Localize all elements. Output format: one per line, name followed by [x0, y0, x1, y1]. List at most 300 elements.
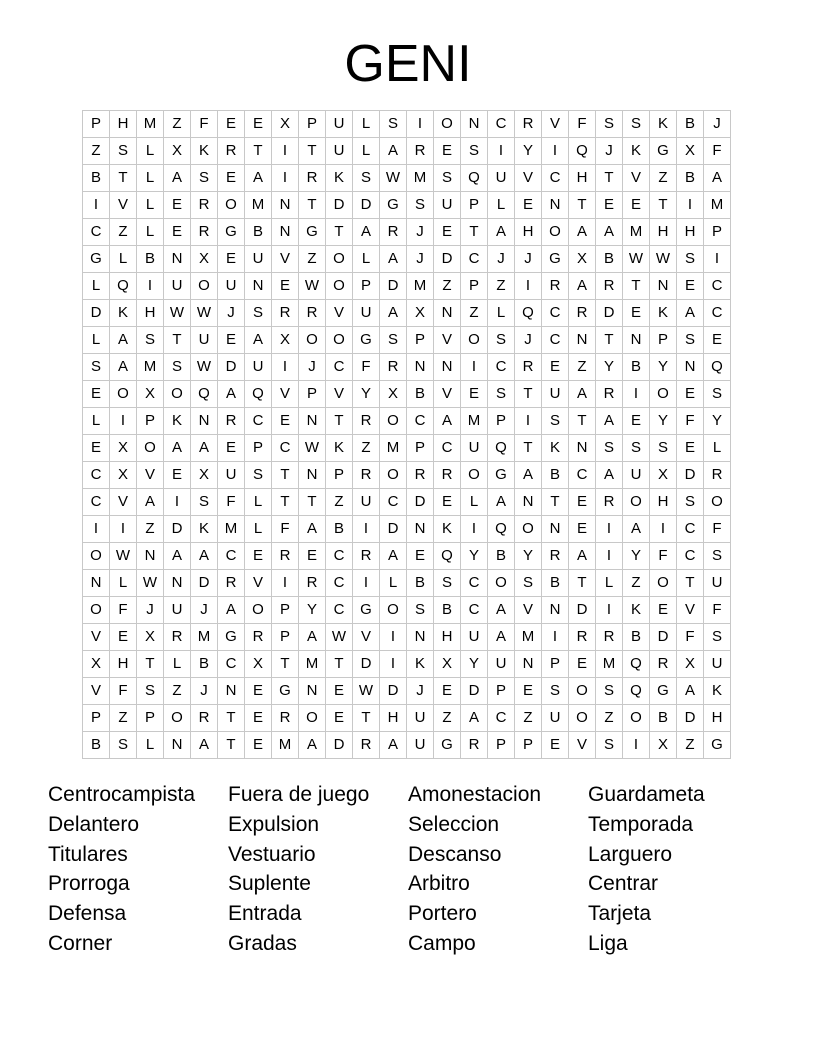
grid-cell[interactable]: T — [515, 381, 542, 408]
grid-cell[interactable]: S — [461, 138, 488, 165]
grid-cell[interactable]: S — [191, 165, 218, 192]
grid-cell[interactable]: P — [488, 678, 515, 705]
grid-cell[interactable]: X — [272, 327, 299, 354]
grid-cell[interactable]: Z — [461, 300, 488, 327]
grid-cell[interactable]: M — [272, 732, 299, 759]
grid-cell[interactable]: O — [569, 678, 596, 705]
grid-cell[interactable]: T — [623, 273, 650, 300]
grid-cell[interactable]: C — [83, 219, 110, 246]
grid-cell[interactable]: A — [677, 678, 704, 705]
grid-cell[interactable]: W — [164, 300, 191, 327]
grid-cell[interactable]: A — [353, 219, 380, 246]
grid-cell[interactable]: A — [110, 327, 137, 354]
grid-cell[interactable]: R — [569, 300, 596, 327]
grid-cell[interactable]: E — [218, 111, 245, 138]
grid-cell[interactable]: B — [407, 381, 434, 408]
grid-cell[interactable]: M — [461, 408, 488, 435]
grid-cell[interactable]: A — [191, 435, 218, 462]
grid-cell[interactable]: D — [407, 489, 434, 516]
grid-cell[interactable]: V — [110, 192, 137, 219]
grid-cell[interactable]: G — [299, 219, 326, 246]
grid-cell[interactable]: U — [704, 651, 731, 678]
grid-cell[interactable]: L — [83, 273, 110, 300]
grid-cell[interactable]: J — [218, 300, 245, 327]
grid-cell[interactable]: N — [569, 327, 596, 354]
grid-cell[interactable]: X — [434, 651, 461, 678]
grid-cell[interactable]: I — [272, 570, 299, 597]
grid-cell[interactable]: O — [83, 543, 110, 570]
grid-cell[interactable]: L — [110, 570, 137, 597]
grid-cell[interactable]: R — [461, 732, 488, 759]
grid-cell[interactable]: E — [623, 300, 650, 327]
grid-cell[interactable]: I — [353, 516, 380, 543]
grid-cell[interactable]: E — [326, 705, 353, 732]
grid-cell[interactable]: N — [164, 570, 191, 597]
grid-cell[interactable]: C — [542, 165, 569, 192]
grid-cell[interactable]: W — [110, 543, 137, 570]
grid-cell[interactable]: B — [83, 165, 110, 192]
grid-cell[interactable]: A — [245, 165, 272, 192]
grid-cell[interactable]: J — [596, 138, 623, 165]
grid-cell[interactable]: D — [353, 192, 380, 219]
grid-cell[interactable]: C — [542, 327, 569, 354]
grid-cell[interactable]: U — [407, 705, 434, 732]
grid-cell[interactable]: Y — [461, 543, 488, 570]
grid-cell[interactable]: P — [83, 705, 110, 732]
grid-cell[interactable]: I — [596, 543, 623, 570]
grid-cell[interactable]: D — [650, 624, 677, 651]
grid-cell[interactable]: S — [164, 354, 191, 381]
grid-cell[interactable]: N — [650, 273, 677, 300]
grid-cell[interactable]: Z — [83, 138, 110, 165]
grid-cell[interactable]: S — [380, 327, 407, 354]
grid-cell[interactable]: O — [380, 597, 407, 624]
grid-cell[interactable]: N — [569, 435, 596, 462]
grid-cell[interactable]: A — [299, 624, 326, 651]
grid-cell[interactable]: L — [488, 192, 515, 219]
grid-cell[interactable]: Q — [704, 354, 731, 381]
grid-cell[interactable]: E — [407, 543, 434, 570]
grid-cell[interactable]: R — [272, 543, 299, 570]
grid-cell[interactable]: A — [110, 354, 137, 381]
grid-cell[interactable]: A — [515, 462, 542, 489]
grid-cell[interactable]: U — [191, 327, 218, 354]
grid-cell[interactable]: H — [677, 219, 704, 246]
grid-cell[interactable]: R — [353, 543, 380, 570]
grid-cell[interactable]: R — [380, 219, 407, 246]
grid-cell[interactable]: A — [569, 273, 596, 300]
grid-cell[interactable]: N — [299, 678, 326, 705]
grid-cell[interactable]: N — [515, 489, 542, 516]
grid-cell[interactable]: R — [353, 408, 380, 435]
grid-cell[interactable]: E — [272, 273, 299, 300]
grid-cell[interactable]: C — [407, 408, 434, 435]
grid-cell[interactable]: X — [569, 246, 596, 273]
grid-cell[interactable]: I — [596, 597, 623, 624]
grid-cell[interactable]: U — [326, 138, 353, 165]
grid-cell[interactable]: X — [110, 435, 137, 462]
grid-cell[interactable]: O — [515, 516, 542, 543]
grid-cell[interactable]: V — [434, 327, 461, 354]
grid-cell[interactable]: P — [137, 408, 164, 435]
grid-cell[interactable]: A — [461, 705, 488, 732]
grid-cell[interactable]: M — [218, 516, 245, 543]
grid-cell[interactable]: J — [407, 219, 434, 246]
grid-cell[interactable]: A — [380, 246, 407, 273]
grid-cell[interactable]: V — [272, 381, 299, 408]
grid-cell[interactable]: C — [218, 651, 245, 678]
grid-cell[interactable]: U — [164, 273, 191, 300]
grid-cell[interactable]: N — [245, 273, 272, 300]
grid-cell[interactable]: B — [650, 705, 677, 732]
grid-cell[interactable]: T — [299, 192, 326, 219]
grid-cell[interactable]: K — [542, 435, 569, 462]
grid-cell[interactable]: Q — [110, 273, 137, 300]
grid-cell[interactable]: G — [272, 678, 299, 705]
grid-cell[interactable]: I — [272, 138, 299, 165]
grid-cell[interactable]: S — [380, 111, 407, 138]
grid-cell[interactable]: C — [218, 543, 245, 570]
grid-cell[interactable]: E — [569, 489, 596, 516]
grid-cell[interactable]: V — [272, 246, 299, 273]
grid-cell[interactable]: O — [245, 597, 272, 624]
grid-cell[interactable]: I — [650, 516, 677, 543]
grid-cell[interactable]: E — [83, 435, 110, 462]
grid-cell[interactable]: P — [299, 381, 326, 408]
grid-cell[interactable]: A — [434, 408, 461, 435]
grid-cell[interactable]: L — [353, 246, 380, 273]
grid-cell[interactable]: J — [191, 678, 218, 705]
grid-cell[interactable]: V — [623, 165, 650, 192]
grid-cell[interactable]: A — [488, 489, 515, 516]
grid-cell[interactable]: P — [326, 462, 353, 489]
grid-cell[interactable]: S — [704, 381, 731, 408]
grid-cell[interactable]: Z — [650, 165, 677, 192]
grid-cell[interactable]: I — [272, 165, 299, 192]
grid-cell[interactable]: D — [380, 516, 407, 543]
grid-cell[interactable]: O — [380, 462, 407, 489]
grid-cell[interactable]: Z — [677, 732, 704, 759]
grid-cell[interactable]: C — [488, 111, 515, 138]
grid-cell[interactable]: R — [704, 462, 731, 489]
grid-cell[interactable]: V — [515, 597, 542, 624]
grid-cell[interactable]: I — [272, 354, 299, 381]
grid-cell[interactable]: P — [272, 597, 299, 624]
grid-cell[interactable]: N — [677, 354, 704, 381]
grid-cell[interactable]: B — [191, 651, 218, 678]
grid-cell[interactable]: S — [83, 354, 110, 381]
grid-cell[interactable]: O — [191, 273, 218, 300]
grid-cell[interactable]: T — [515, 435, 542, 462]
grid-cell[interactable]: M — [515, 624, 542, 651]
grid-cell[interactable]: O — [299, 705, 326, 732]
grid-cell[interactable]: E — [218, 327, 245, 354]
grid-cell[interactable]: O — [137, 435, 164, 462]
grid-cell[interactable]: R — [407, 462, 434, 489]
grid-cell[interactable]: O — [461, 462, 488, 489]
grid-cell[interactable]: I — [623, 381, 650, 408]
grid-cell[interactable]: S — [704, 543, 731, 570]
grid-cell[interactable]: I — [542, 138, 569, 165]
grid-cell[interactable]: T — [326, 408, 353, 435]
grid-cell[interactable]: I — [164, 489, 191, 516]
grid-cell[interactable]: N — [272, 219, 299, 246]
grid-cell[interactable]: U — [407, 732, 434, 759]
grid-cell[interactable]: J — [515, 327, 542, 354]
grid-cell[interactable]: N — [218, 678, 245, 705]
grid-cell[interactable]: A — [164, 435, 191, 462]
grid-cell[interactable]: A — [596, 408, 623, 435]
grid-cell[interactable]: A — [488, 219, 515, 246]
grid-cell[interactable]: Q — [488, 435, 515, 462]
grid-cell[interactable]: R — [191, 192, 218, 219]
grid-cell[interactable]: G — [218, 624, 245, 651]
grid-cell[interactable]: Y — [650, 354, 677, 381]
grid-cell[interactable]: A — [164, 165, 191, 192]
grid-cell[interactable]: G — [353, 597, 380, 624]
grid-cell[interactable]: G — [542, 246, 569, 273]
grid-cell[interactable]: P — [488, 732, 515, 759]
grid-cell[interactable]: G — [353, 327, 380, 354]
grid-cell[interactable]: O — [488, 570, 515, 597]
grid-cell[interactable]: S — [191, 489, 218, 516]
grid-cell[interactable]: F — [704, 597, 731, 624]
grid-cell[interactable]: M — [407, 273, 434, 300]
grid-cell[interactable]: V — [326, 300, 353, 327]
grid-cell[interactable]: U — [542, 705, 569, 732]
grid-cell[interactable]: R — [245, 624, 272, 651]
grid-cell[interactable]: L — [110, 246, 137, 273]
grid-cell[interactable]: I — [110, 408, 137, 435]
grid-cell[interactable]: S — [542, 408, 569, 435]
grid-cell[interactable]: K — [110, 300, 137, 327]
grid-cell[interactable]: B — [677, 111, 704, 138]
grid-cell[interactable]: V — [542, 111, 569, 138]
grid-cell[interactable]: S — [137, 327, 164, 354]
grid-cell[interactable]: S — [137, 678, 164, 705]
grid-cell[interactable]: S — [596, 732, 623, 759]
grid-cell[interactable]: I — [488, 138, 515, 165]
grid-cell[interactable]: A — [380, 300, 407, 327]
grid-cell[interactable]: I — [542, 624, 569, 651]
grid-cell[interactable]: Y — [299, 597, 326, 624]
grid-cell[interactable]: N — [542, 516, 569, 543]
grid-cell[interactable]: D — [677, 705, 704, 732]
grid-cell[interactable]: E — [569, 516, 596, 543]
grid-cell[interactable]: U — [461, 435, 488, 462]
grid-cell[interactable]: J — [704, 111, 731, 138]
grid-cell[interactable]: K — [191, 138, 218, 165]
grid-cell[interactable]: J — [515, 246, 542, 273]
grid-cell[interactable]: I — [83, 516, 110, 543]
grid-cell[interactable]: E — [542, 354, 569, 381]
grid-cell[interactable]: K — [704, 678, 731, 705]
grid-cell[interactable]: V — [677, 597, 704, 624]
grid-cell[interactable]: J — [137, 597, 164, 624]
grid-cell[interactable]: R — [299, 165, 326, 192]
grid-cell[interactable]: R — [299, 300, 326, 327]
grid-cell[interactable]: E — [299, 543, 326, 570]
grid-cell[interactable]: H — [434, 624, 461, 651]
grid-cell[interactable]: N — [515, 651, 542, 678]
grid-cell[interactable]: E — [434, 138, 461, 165]
grid-cell[interactable]: X — [677, 651, 704, 678]
grid-cell[interactable]: M — [245, 192, 272, 219]
grid-cell[interactable]: W — [191, 300, 218, 327]
grid-cell[interactable]: X — [164, 138, 191, 165]
grid-cell[interactable]: V — [326, 381, 353, 408]
grid-cell[interactable]: B — [542, 570, 569, 597]
grid-cell[interactable]: N — [164, 732, 191, 759]
grid-cell[interactable]: Y — [515, 543, 542, 570]
grid-cell[interactable]: R — [596, 624, 623, 651]
grid-cell[interactable]: P — [407, 435, 434, 462]
grid-cell[interactable]: T — [218, 705, 245, 732]
grid-cell[interactable]: W — [299, 273, 326, 300]
grid-cell[interactable]: L — [245, 516, 272, 543]
grid-cell[interactable]: L — [137, 192, 164, 219]
grid-cell[interactable]: E — [677, 435, 704, 462]
grid-cell[interactable]: P — [299, 111, 326, 138]
grid-cell[interactable]: R — [596, 489, 623, 516]
grid-cell[interactable]: Z — [110, 705, 137, 732]
grid-cell[interactable]: S — [353, 165, 380, 192]
grid-cell[interactable]: T — [353, 705, 380, 732]
grid-cell[interactable]: F — [191, 111, 218, 138]
grid-cell[interactable]: E — [434, 678, 461, 705]
grid-cell[interactable]: C — [488, 354, 515, 381]
grid-cell[interactable]: X — [677, 138, 704, 165]
grid-cell[interactable]: O — [704, 489, 731, 516]
grid-cell[interactable]: C — [326, 597, 353, 624]
grid-cell[interactable]: S — [488, 381, 515, 408]
grid-cell[interactable]: L — [137, 732, 164, 759]
grid-cell[interactable]: T — [218, 732, 245, 759]
grid-cell[interactable]: I — [623, 732, 650, 759]
grid-cell[interactable]: A — [245, 327, 272, 354]
grid-cell[interactable]: Z — [353, 435, 380, 462]
grid-cell[interactable]: C — [704, 273, 731, 300]
grid-cell[interactable]: B — [488, 543, 515, 570]
grid-cell[interactable]: O — [326, 246, 353, 273]
grid-cell[interactable]: E — [245, 732, 272, 759]
grid-cell[interactable]: R — [218, 138, 245, 165]
grid-cell[interactable]: D — [380, 273, 407, 300]
grid-cell[interactable]: V — [434, 381, 461, 408]
grid-cell[interactable]: R — [272, 705, 299, 732]
grid-cell[interactable]: V — [569, 732, 596, 759]
grid-cell[interactable]: K — [623, 597, 650, 624]
grid-cell[interactable]: L — [353, 138, 380, 165]
grid-cell[interactable]: G — [650, 678, 677, 705]
grid-cell[interactable]: R — [515, 111, 542, 138]
grid-cell[interactable]: P — [650, 327, 677, 354]
grid-cell[interactable]: B — [677, 165, 704, 192]
grid-cell[interactable]: S — [677, 246, 704, 273]
grid-cell[interactable]: M — [137, 354, 164, 381]
grid-cell[interactable]: Z — [164, 678, 191, 705]
grid-cell[interactable]: E — [623, 192, 650, 219]
grid-cell[interactable]: P — [542, 651, 569, 678]
grid-cell[interactable]: D — [596, 300, 623, 327]
grid-cell[interactable]: O — [461, 327, 488, 354]
grid-cell[interactable]: V — [515, 165, 542, 192]
grid-cell[interactable]: T — [299, 489, 326, 516]
grid-cell[interactable]: R — [353, 732, 380, 759]
grid-cell[interactable]: Q — [191, 381, 218, 408]
grid-cell[interactable]: C — [434, 435, 461, 462]
grid-cell[interactable]: N — [434, 354, 461, 381]
grid-cell[interactable]: S — [596, 111, 623, 138]
grid-cell[interactable]: X — [137, 624, 164, 651]
grid-cell[interactable]: C — [272, 435, 299, 462]
grid-cell[interactable]: L — [83, 327, 110, 354]
grid-cell[interactable]: T — [164, 327, 191, 354]
grid-cell[interactable]: N — [164, 246, 191, 273]
grid-cell[interactable]: E — [434, 489, 461, 516]
grid-cell[interactable]: C — [83, 489, 110, 516]
grid-cell[interactable]: X — [650, 732, 677, 759]
grid-cell[interactable]: X — [245, 651, 272, 678]
grid-cell[interactable]: E — [272, 408, 299, 435]
grid-cell[interactable]: P — [272, 624, 299, 651]
grid-cell[interactable]: E — [218, 435, 245, 462]
grid-cell[interactable]: R — [569, 624, 596, 651]
grid-cell[interactable]: N — [407, 354, 434, 381]
grid-cell[interactable]: U — [245, 246, 272, 273]
grid-cell[interactable]: A — [380, 543, 407, 570]
grid-cell[interactable]: E — [596, 192, 623, 219]
grid-cell[interactable]: O — [299, 327, 326, 354]
grid-cell[interactable]: C — [326, 570, 353, 597]
grid-cell[interactable]: B — [623, 624, 650, 651]
grid-cell[interactable]: Y — [596, 354, 623, 381]
grid-cell[interactable]: S — [407, 192, 434, 219]
grid-cell[interactable]: A — [488, 624, 515, 651]
grid-cell[interactable]: I — [353, 570, 380, 597]
grid-cell[interactable]: I — [677, 192, 704, 219]
grid-cell[interactable]: Y — [515, 138, 542, 165]
grid-cell[interactable]: A — [488, 597, 515, 624]
grid-cell[interactable]: H — [650, 219, 677, 246]
grid-cell[interactable]: G — [434, 732, 461, 759]
grid-cell[interactable]: N — [434, 300, 461, 327]
grid-cell[interactable]: S — [677, 327, 704, 354]
grid-cell[interactable]: P — [704, 219, 731, 246]
grid-cell[interactable]: C — [704, 300, 731, 327]
grid-cell[interactable]: E — [704, 327, 731, 354]
grid-cell[interactable]: J — [407, 678, 434, 705]
grid-cell[interactable]: G — [650, 138, 677, 165]
grid-cell[interactable]: T — [299, 138, 326, 165]
grid-cell[interactable]: Z — [515, 705, 542, 732]
grid-cell[interactable]: X — [272, 111, 299, 138]
grid-cell[interactable]: P — [515, 732, 542, 759]
grid-cell[interactable]: R — [650, 651, 677, 678]
grid-cell[interactable]: A — [623, 516, 650, 543]
grid-cell[interactable]: D — [191, 570, 218, 597]
grid-cell[interactable]: P — [245, 435, 272, 462]
grid-cell[interactable]: Z — [164, 111, 191, 138]
grid-cell[interactable]: N — [299, 408, 326, 435]
grid-cell[interactable]: E — [677, 273, 704, 300]
grid-cell[interactable]: O — [218, 192, 245, 219]
grid-cell[interactable]: F — [650, 543, 677, 570]
grid-cell[interactable]: R — [218, 408, 245, 435]
grid-cell[interactable]: A — [299, 732, 326, 759]
grid-cell[interactable]: E — [569, 651, 596, 678]
grid-cell[interactable]: E — [245, 111, 272, 138]
